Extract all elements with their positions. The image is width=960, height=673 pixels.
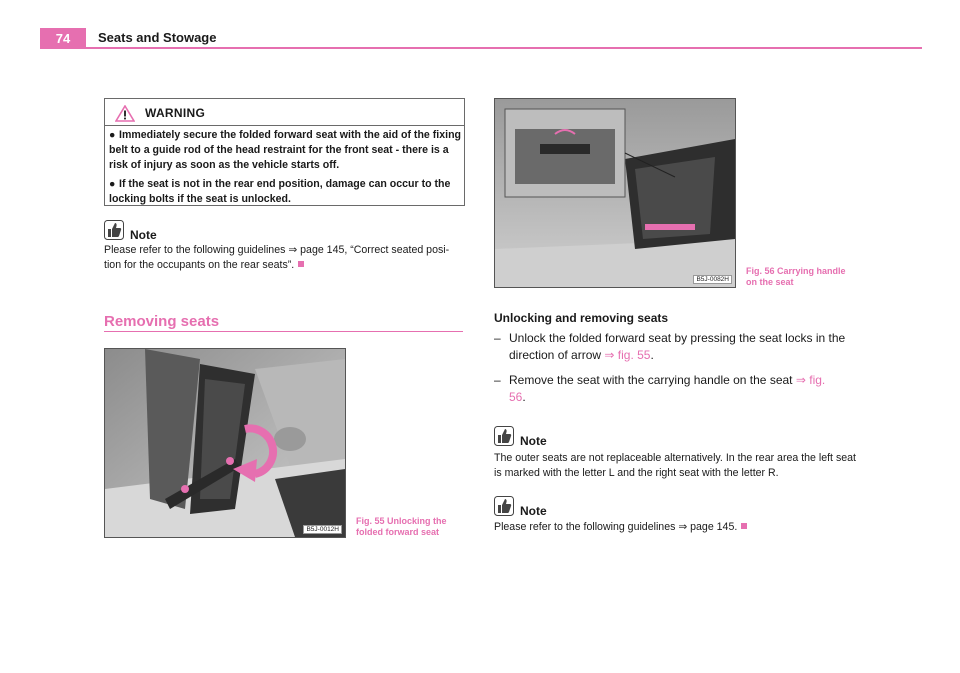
figure-56-link[interactable]: ⇒ fig. 56 — [509, 373, 826, 404]
warning-title: WARNING — [145, 106, 206, 120]
figure-56-caption: Fig. 56 Carrying handle on the seat — [746, 266, 846, 287]
bullet-icon: ● — [109, 129, 116, 141]
note-label: Note — [520, 504, 547, 518]
note-label: Note — [520, 434, 547, 448]
page-header-title: Seats and Stowage — [98, 30, 217, 45]
warning-bullet-1: ● Immediately secure the folded forward seat with the aid of the fixing belt to a guide rod of the head restraint for the front seat - there is a risk of injury as soon as the vehicle starts off. — [109, 129, 462, 171]
step-1-text: Unlock the folded forward seat by pressing the seat locks in the direction of arrow ⇒ fig. 55. — [509, 331, 846, 362]
note-icon — [494, 496, 514, 516]
seat-unlock-illustration — [105, 349, 345, 537]
figure-55-caption: Fig. 55 Unlocking the folded forward seat — [356, 516, 447, 537]
section-divider — [104, 331, 463, 332]
warning-box — [104, 98, 465, 206]
figure-56-image — [494, 98, 736, 288]
procedure-heading: Unlocking and removing seats — [494, 311, 669, 325]
warning-body — [109, 128, 461, 211]
note-label: Note — [130, 228, 157, 242]
figure-55-link[interactable]: ⇒ fig. 55 — [604, 348, 651, 362]
note-icon — [494, 426, 514, 446]
figure-55-image — [104, 348, 346, 538]
warning-header — [105, 99, 464, 126]
bullet-icon: ● — [109, 178, 116, 190]
warning-triangle-icon — [115, 105, 135, 122]
note-text: Please refer to the following guidelines ⇒ page 145. — [494, 520, 858, 535]
warning-bullet-2: ● If the seat is not in the rear end position, damage can occur to the locking bolts if the seat is unlocked. — [109, 178, 451, 205]
end-marker-icon — [298, 261, 304, 267]
note-text: The outer seats are not replaceable alternatively. In the rear area the left seat is marked with the letter L and the right seat with the letter R. — [494, 452, 856, 479]
note-text: Please refer to the following guidelines ⇒ page 145, “Correct seated posi-tion for the occupants on the rear seats”. — [104, 244, 450, 271]
note-icon — [104, 220, 124, 240]
step-2-dash: – — [494, 373, 501, 387]
step-2-text: Remove the seat with the carrying handle on the seat ⇒ fig. 56. — [509, 373, 826, 404]
page-number: 74 — [40, 28, 86, 48]
figure-code: B5J-0012H — [303, 525, 342, 534]
header-divider — [40, 47, 922, 49]
step-1-dash: – — [494, 331, 501, 345]
figure-code: B5J-0082H — [693, 275, 732, 284]
end-marker-icon — [741, 523, 747, 529]
section-heading: Removing seats — [104, 313, 220, 330]
page-reference-link[interactable]: ⇒ — [288, 244, 298, 256]
carrying-handle-illustration — [495, 99, 735, 287]
